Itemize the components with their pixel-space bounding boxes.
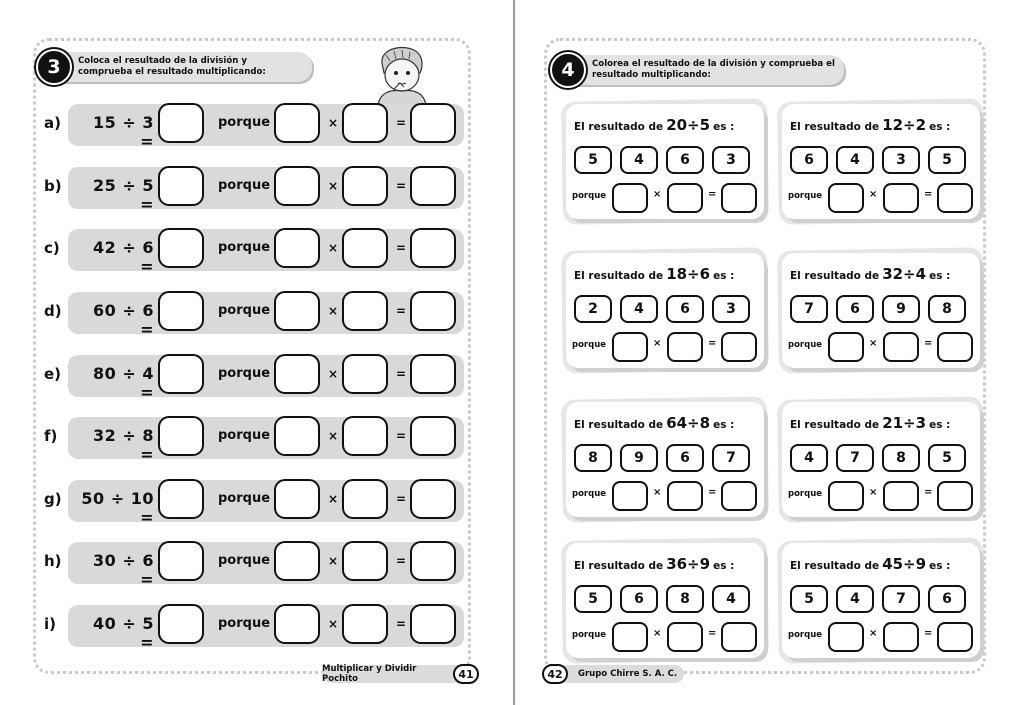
equals-symbol: = bbox=[708, 189, 717, 200]
times-symbol: × bbox=[653, 628, 662, 639]
division-expression: 60 ÷ 6 = bbox=[93, 301, 154, 339]
answer-option[interactable]: 4 bbox=[790, 444, 828, 472]
factor-box-2[interactable] bbox=[342, 291, 388, 331]
quotient-answer-box[interactable] bbox=[158, 228, 204, 268]
quotient-answer-box[interactable] bbox=[158, 354, 204, 394]
card-division: 45÷9 bbox=[882, 555, 927, 573]
equals-symbol: = bbox=[396, 241, 407, 255]
division-card bbox=[566, 543, 764, 658]
factor-box-2[interactable] bbox=[667, 622, 703, 652]
exercise-number-badge: 4 bbox=[550, 52, 586, 88]
right-page bbox=[514, 0, 1024, 705]
answer-option[interactable]: 5 bbox=[928, 146, 966, 174]
card-suffix: es : bbox=[713, 419, 735, 431]
factor-box-1[interactable] bbox=[612, 332, 648, 362]
answer-option[interactable]: 6 bbox=[666, 444, 704, 472]
equals-symbol: = bbox=[924, 189, 933, 200]
factor-box-1[interactable] bbox=[828, 622, 864, 652]
exercise-row bbox=[44, 478, 464, 527]
times-symbol: × bbox=[328, 617, 339, 631]
factor-box-1[interactable] bbox=[274, 604, 320, 644]
instruction-banner bbox=[40, 52, 312, 82]
answer-option[interactable]: 6 bbox=[790, 146, 828, 174]
quotient-answer-box[interactable] bbox=[158, 166, 204, 206]
equals-symbol: = bbox=[396, 304, 407, 318]
factor-box-2[interactable] bbox=[667, 183, 703, 213]
answer-option[interactable]: 5 bbox=[574, 146, 612, 174]
product-box[interactable] bbox=[410, 479, 456, 519]
card-division: 64÷8 bbox=[666, 414, 711, 432]
exercise-row bbox=[44, 165, 464, 214]
factor-box-1[interactable] bbox=[274, 479, 320, 519]
division-card bbox=[566, 402, 764, 517]
factor-box-2[interactable] bbox=[667, 481, 703, 511]
product-box[interactable] bbox=[410, 166, 456, 206]
card-prefix: El resultado de bbox=[790, 419, 880, 431]
factor-box-2[interactable] bbox=[883, 332, 919, 362]
answer-option[interactable]: 7 bbox=[882, 585, 920, 613]
times-symbol: × bbox=[328, 241, 339, 255]
card-prefix: El resultado de bbox=[790, 560, 880, 572]
answer-option[interactable]: 3 bbox=[712, 295, 750, 323]
factor-box-1[interactable] bbox=[612, 183, 648, 213]
answer-option[interactable]: 7 bbox=[790, 295, 828, 323]
division-expression: 32 ÷ 8 = bbox=[93, 426, 154, 464]
card-prefix: El resultado de bbox=[574, 419, 664, 431]
times-symbol: × bbox=[869, 628, 878, 639]
division-card bbox=[782, 253, 980, 368]
factor-box-1[interactable] bbox=[828, 183, 864, 213]
division-card bbox=[782, 543, 980, 658]
answer-option[interactable]: 2 bbox=[574, 295, 612, 323]
card-suffix: es : bbox=[713, 560, 735, 572]
answer-option[interactable]: 5 bbox=[790, 585, 828, 613]
factor-box-2[interactable] bbox=[667, 332, 703, 362]
answer-option[interactable]: 8 bbox=[882, 444, 920, 472]
porque-label: porque bbox=[788, 191, 823, 201]
division-expression: 40 ÷ 5 = bbox=[93, 614, 154, 652]
answer-option[interactable]: 7 bbox=[836, 444, 874, 472]
times-symbol: × bbox=[869, 487, 878, 498]
porque-label: porque bbox=[572, 340, 607, 350]
factor-box-1[interactable] bbox=[274, 228, 320, 268]
answer-option[interactable]: 4 bbox=[620, 295, 658, 323]
equals-symbol: = bbox=[396, 367, 407, 381]
card-heading bbox=[790, 414, 950, 432]
card-heading bbox=[574, 414, 734, 432]
answer-option[interactable]: 9 bbox=[882, 295, 920, 323]
page-number: 41 bbox=[453, 664, 479, 684]
footer-publisher: Grupo Chirre S. A. C. bbox=[546, 665, 684, 683]
product-box[interactable] bbox=[410, 291, 456, 331]
card-division: 20÷5 bbox=[666, 116, 711, 134]
product-box[interactable] bbox=[410, 541, 456, 581]
card-heading bbox=[790, 116, 950, 134]
times-symbol: × bbox=[328, 304, 339, 318]
porque-label: porque bbox=[572, 489, 607, 499]
factor-box-1[interactable] bbox=[274, 541, 320, 581]
card-suffix: es : bbox=[929, 121, 951, 133]
answer-option[interactable]: 4 bbox=[836, 585, 874, 613]
row-label: e) bbox=[44, 365, 62, 383]
division-expression: 15 ÷ 3 = bbox=[93, 113, 154, 151]
equals-symbol: = bbox=[396, 617, 407, 631]
equals-symbol: = bbox=[924, 487, 933, 498]
division-expression: 25 ÷ 5 = bbox=[93, 176, 154, 214]
instruction-text: Coloca el resultado de la división y comprueba el resultado multiplicando: bbox=[78, 56, 266, 77]
factor-box-1[interactable] bbox=[274, 166, 320, 206]
exercise-row bbox=[44, 227, 464, 276]
card-suffix: es : bbox=[929, 560, 951, 572]
product-box[interactable] bbox=[721, 622, 757, 652]
porque-label: porque bbox=[218, 616, 271, 631]
equals-symbol: = bbox=[396, 116, 407, 130]
row-label: g) bbox=[44, 490, 62, 508]
factor-box-1[interactable] bbox=[274, 291, 320, 331]
card-suffix: es : bbox=[929, 270, 951, 282]
card-prefix: El resultado de bbox=[574, 560, 664, 572]
factor-box-2[interactable] bbox=[342, 479, 388, 519]
division-expression: 80 ÷ 4 = bbox=[93, 364, 154, 402]
answer-option[interactable]: 6 bbox=[928, 585, 966, 613]
equals-symbol: = bbox=[708, 487, 717, 498]
exercise-row bbox=[44, 603, 464, 652]
product-box[interactable] bbox=[410, 103, 456, 143]
times-symbol: × bbox=[869, 338, 878, 349]
porque-label: porque bbox=[788, 630, 823, 640]
factor-box-2[interactable] bbox=[342, 541, 388, 581]
card-division: 12÷2 bbox=[882, 116, 927, 134]
exercise-row bbox=[44, 415, 464, 464]
factor-box-1[interactable] bbox=[612, 622, 648, 652]
times-symbol: × bbox=[328, 367, 339, 381]
division-card bbox=[566, 253, 764, 368]
exercise-number-badge: 3 bbox=[36, 49, 72, 85]
times-symbol: × bbox=[328, 554, 339, 568]
quotient-answer-box[interactable] bbox=[158, 479, 204, 519]
answer-option[interactable]: 4 bbox=[836, 146, 874, 174]
answer-option[interactable]: 6 bbox=[836, 295, 874, 323]
exercise-row bbox=[44, 102, 464, 151]
product-box[interactable] bbox=[410, 416, 456, 456]
factor-box-2[interactable] bbox=[342, 103, 388, 143]
boy-illustration bbox=[368, 43, 434, 105]
card-prefix: El resultado de bbox=[574, 270, 664, 282]
row-label: i) bbox=[44, 615, 56, 633]
factor-box-1[interactable] bbox=[274, 103, 320, 143]
answer-option[interactable]: 6 bbox=[666, 146, 704, 174]
exercise-row bbox=[44, 290, 464, 339]
factor-box-1[interactable] bbox=[612, 481, 648, 511]
equals-symbol: = bbox=[396, 429, 407, 443]
porque-label: porque bbox=[788, 489, 823, 499]
porque-label: porque bbox=[572, 191, 607, 201]
instruction-banner bbox=[554, 55, 844, 85]
answer-option[interactable]: 8 bbox=[574, 444, 612, 472]
porque-label: porque bbox=[218, 366, 271, 381]
porque-label: porque bbox=[218, 428, 271, 443]
equals-symbol: = bbox=[396, 179, 407, 193]
times-symbol: × bbox=[653, 189, 662, 200]
porque-label: porque bbox=[572, 630, 607, 640]
porque-label: porque bbox=[218, 491, 271, 506]
card-heading bbox=[790, 265, 950, 283]
factor-box-1[interactable] bbox=[828, 332, 864, 362]
product-box[interactable] bbox=[937, 481, 973, 511]
card-suffix: es : bbox=[929, 419, 951, 431]
card-prefix: El resultado de bbox=[790, 121, 880, 133]
answer-option[interactable]: 7 bbox=[712, 444, 750, 472]
times-symbol: × bbox=[653, 338, 662, 349]
factor-box-2[interactable] bbox=[342, 228, 388, 268]
product-box[interactable] bbox=[721, 183, 757, 213]
equals-symbol: = bbox=[708, 338, 717, 349]
card-suffix: es : bbox=[713, 270, 735, 282]
card-prefix: El resultado de bbox=[574, 121, 664, 133]
division-expression: 30 ÷ 6 = bbox=[93, 551, 154, 589]
answer-option[interactable]: 4 bbox=[620, 146, 658, 174]
factor-box-2[interactable] bbox=[342, 416, 388, 456]
row-label: d) bbox=[44, 302, 62, 320]
times-symbol: × bbox=[869, 189, 878, 200]
exercise-row bbox=[44, 540, 464, 589]
product-box[interactable] bbox=[721, 332, 757, 362]
page-number: 42 bbox=[542, 664, 568, 684]
card-division: 32÷4 bbox=[882, 265, 927, 283]
equals-symbol: = bbox=[396, 492, 407, 506]
equals-symbol: = bbox=[396, 554, 407, 568]
row-label: a) bbox=[44, 114, 61, 132]
factor-box-1[interactable] bbox=[828, 481, 864, 511]
quotient-answer-box[interactable] bbox=[158, 604, 204, 644]
porque-label: porque bbox=[788, 340, 823, 350]
card-heading bbox=[790, 555, 950, 573]
product-box[interactable] bbox=[410, 354, 456, 394]
equals-symbol: = bbox=[708, 628, 717, 639]
porque-label: porque bbox=[218, 553, 271, 568]
factor-box-2[interactable] bbox=[883, 183, 919, 213]
card-division: 36÷9 bbox=[666, 555, 711, 573]
card-prefix: El resultado de bbox=[790, 270, 880, 282]
division-card bbox=[782, 402, 980, 517]
instruction-text: Colorea el resultado de la división y comprueba el resultado multiplicando: bbox=[592, 59, 835, 80]
division-card bbox=[566, 104, 764, 219]
factor-box-2[interactable] bbox=[342, 604, 388, 644]
answer-option[interactable]: 6 bbox=[666, 295, 704, 323]
card-division: 18÷6 bbox=[666, 265, 711, 283]
exercise-row bbox=[44, 353, 464, 402]
card-heading bbox=[574, 116, 734, 134]
row-label: c) bbox=[44, 239, 60, 257]
card-heading bbox=[574, 555, 734, 573]
porque-label: porque bbox=[218, 178, 271, 193]
answer-option[interactable]: 3 bbox=[712, 146, 750, 174]
answer-option[interactable]: 9 bbox=[620, 444, 658, 472]
quotient-answer-box[interactable] bbox=[158, 416, 204, 456]
answer-option[interactable]: 8 bbox=[928, 295, 966, 323]
factor-box-2[interactable] bbox=[883, 622, 919, 652]
product-box[interactable] bbox=[937, 622, 973, 652]
factor-box-2[interactable] bbox=[342, 166, 388, 206]
equals-symbol: = bbox=[924, 628, 933, 639]
row-label: b) bbox=[44, 177, 62, 195]
answer-option[interactable]: 4 bbox=[712, 585, 750, 613]
division-card bbox=[782, 104, 980, 219]
factor-box-1[interactable] bbox=[274, 354, 320, 394]
quotient-answer-box[interactable] bbox=[158, 103, 204, 143]
card-heading bbox=[574, 265, 734, 283]
division-expression: 50 ÷ 10 = bbox=[81, 489, 154, 527]
factor-box-2[interactable] bbox=[342, 354, 388, 394]
porque-label: porque bbox=[218, 303, 271, 318]
answer-option[interactable]: 5 bbox=[928, 444, 966, 472]
quotient-answer-box[interactable] bbox=[158, 291, 204, 331]
quotient-answer-box[interactable] bbox=[158, 541, 204, 581]
factor-box-1[interactable] bbox=[274, 416, 320, 456]
answer-option[interactable]: 6 bbox=[620, 585, 658, 613]
porque-label: porque bbox=[218, 240, 271, 255]
equals-symbol: = bbox=[924, 338, 933, 349]
row-label: h) bbox=[44, 552, 62, 570]
product-box[interactable] bbox=[937, 183, 973, 213]
times-symbol: × bbox=[328, 492, 339, 506]
row-label: f) bbox=[44, 427, 58, 445]
answer-option[interactable]: 3 bbox=[882, 146, 920, 174]
times-symbol: × bbox=[328, 179, 339, 193]
answer-option[interactable]: 8 bbox=[666, 585, 704, 613]
product-box[interactable] bbox=[937, 332, 973, 362]
factor-box-2[interactable] bbox=[883, 481, 919, 511]
product-box[interactable] bbox=[721, 481, 757, 511]
times-symbol: × bbox=[328, 429, 339, 443]
footer-title: Multiplicar y Dividir Pochito bbox=[322, 665, 468, 683]
porque-label: porque bbox=[218, 115, 271, 130]
product-box[interactable] bbox=[410, 228, 456, 268]
division-expression: 42 ÷ 6 = bbox=[93, 238, 154, 276]
times-symbol: × bbox=[328, 116, 339, 130]
answer-option[interactable]: 5 bbox=[574, 585, 612, 613]
card-suffix: es : bbox=[713, 121, 735, 133]
product-box[interactable] bbox=[410, 604, 456, 644]
times-symbol: × bbox=[653, 487, 662, 498]
card-division: 21÷3 bbox=[882, 414, 927, 432]
